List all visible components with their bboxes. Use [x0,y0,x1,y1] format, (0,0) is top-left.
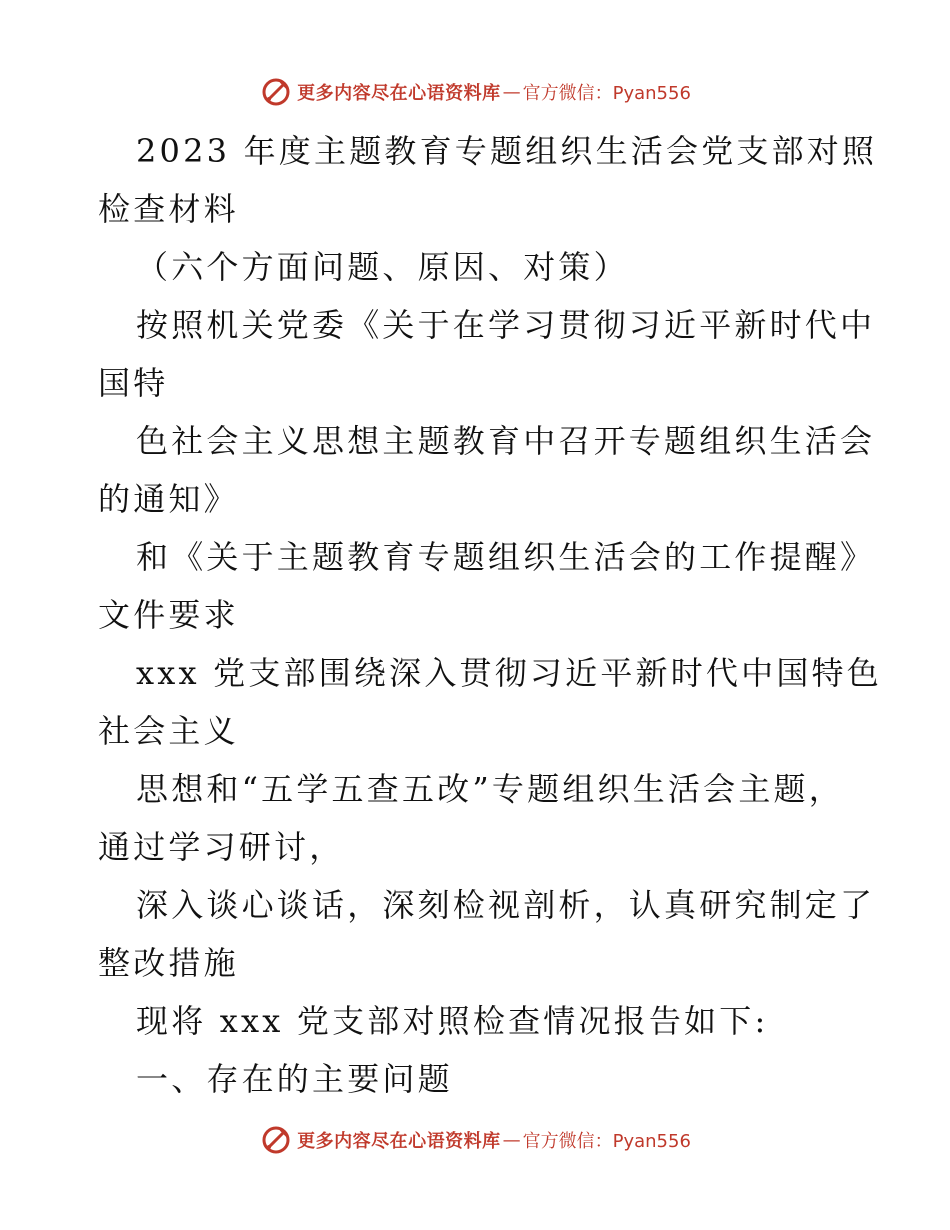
watermark-contact: 官方微信：Pyan556 [522,83,691,104]
doc-paragraph-line: 的通知》 [98,480,239,518]
pen-logo-icon [259,1123,293,1157]
watermark-contact: 官方微信：Pyan556 [522,1131,691,1152]
doc-paragraph-line: 社会主义 [98,712,239,750]
doc-paragraph-line: 文件要求 [98,596,239,634]
doc-paragraph-line: 和《关于主题教育专题组织生活会的工作提醒》 [136,538,876,576]
watermark-site-text: 更多内容尽在心语资料库 [297,1131,501,1152]
watermark-dash: — [502,1129,521,1151]
doc-paragraph-line: 按照机关党委《关于在学习贯彻习近平新时代中 [136,306,876,344]
doc-paragraph-line: 整改措施 [98,944,239,982]
doc-paragraph-line: xxx 党支部围绕深入贯彻习近平新时代中国特色 [136,654,882,692]
doc-paragraph-line: 现将 xxx 党支部对照检查情况报告如下: [136,1002,769,1040]
doc-paragraph-line: 深入谈心谈话，深刻检视剖析，认真研究制定了 [136,886,876,924]
doc-title-line-2: 检查材料 [98,190,239,228]
doc-subtitle: （六个方面问题、原因、对策） [136,248,629,286]
doc-paragraph-line: 国特 [98,364,169,402]
footer-watermark [0,1120,950,1160]
document-body [98,122,882,1108]
doc-paragraph-line: 色社会主义思想主题教育中召开专题组织生活会 [136,422,876,460]
doc-paragraph-line: 通过学习研讨， [98,828,345,866]
pen-logo-icon [259,75,293,109]
header-watermark [0,72,950,112]
doc-title-line-1: 2023 年度主题教育专题组织生活会党支部对照 [136,132,878,170]
watermark-dash: — [502,81,521,103]
section-heading: 一、存在的主要问题 [136,1060,453,1098]
doc-paragraph-line: 思想和“五学五查五改”专题组织生活会主题， [136,770,844,808]
watermark-site-text: 更多内容尽在心语资料库 [297,83,501,104]
